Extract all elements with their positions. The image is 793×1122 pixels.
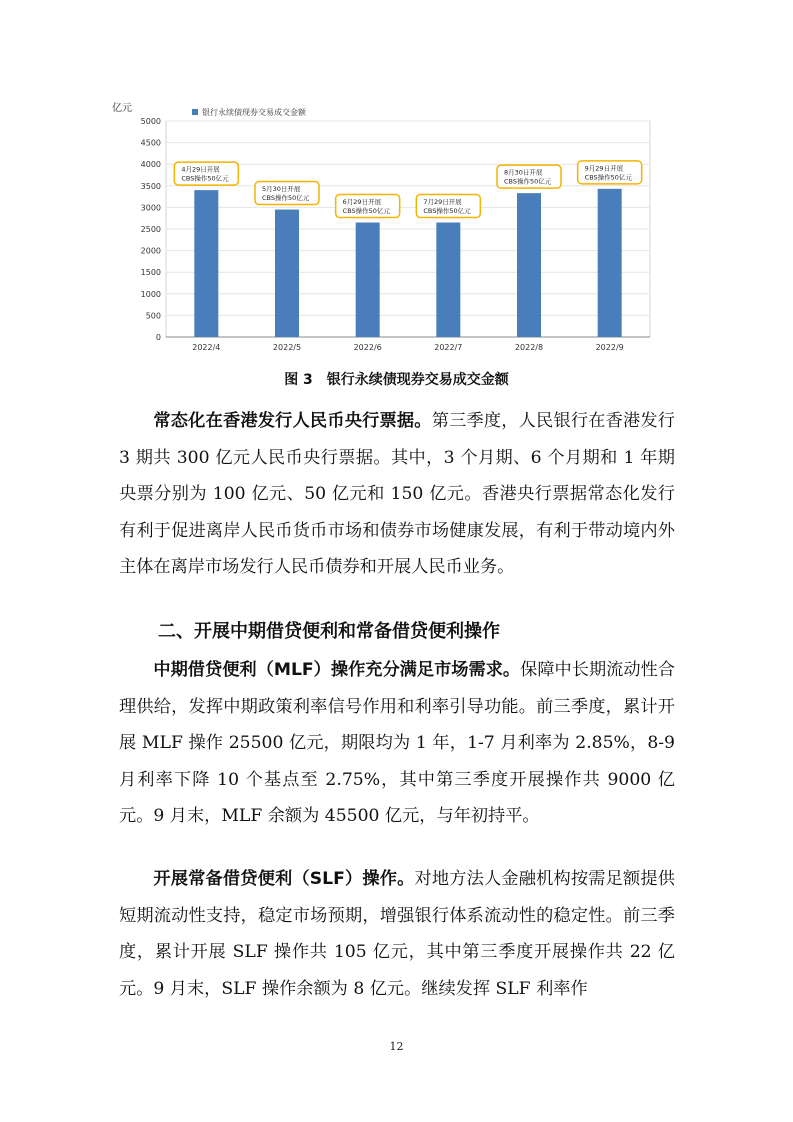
y-tick-label: 4000	[140, 160, 161, 170]
y-tick-label: 500	[145, 311, 161, 321]
bar	[275, 210, 299, 337]
chart-svg	[110, 96, 670, 358]
y-tick-label: 2000	[140, 246, 161, 256]
y-tick-label: 1500	[140, 268, 161, 278]
legend-label: 银行永续债现券交易成交金额	[202, 108, 306, 117]
x-tick-label: 2022/4	[192, 343, 221, 352]
callout-line-2: CBS操作50亿元	[423, 207, 471, 216]
x-tick-label: 2022/7	[434, 343, 463, 352]
legend-swatch	[192, 109, 198, 115]
figure-caption: 图 3 银行永续债现券交易成交金额	[284, 372, 509, 388]
y-tick-label: 4500	[140, 138, 161, 148]
bar-chart	[110, 96, 670, 358]
paragraph-slf	[119, 861, 675, 1007]
x-tick-label: 2022/9	[595, 343, 624, 352]
y-axis-label: 亿元	[112, 103, 132, 114]
y-tick-label: 5000	[140, 117, 161, 126]
paragraph-hk-central-bank-bills	[119, 403, 675, 586]
y-tick-label: 1000	[140, 289, 161, 299]
callout-line-1: 9月29日开展	[584, 164, 624, 173]
y-tick-label: 2500	[140, 225, 161, 234]
paragraph-body: 第三季度，人民银行在香港发行 3 期共 300 亿元人民币央行票据。其中，3 个月期、6 个月期和 1 年期央票分别为 100 亿元、50 亿元和 150 亿元。香港央行票据常态化发行有利于促进离岸人民币货币市场和债券市场健康发展，有利于带动境内外主体在离岸市场发行人民币债券和开展人民币业务。	[119, 411, 675, 578]
callout-line-1: 4月29日开展	[181, 165, 220, 174]
callout-line-2: CBS操作50亿元	[181, 174, 229, 183]
page-number: 12	[389, 1040, 404, 1053]
paragraph-body: 对地方法人金融机构按需足额提供短期流动性支持，稳定市场预期，增强银行体系流动性的稳定性。前三季度，累计开展 SLF 操作共 105 亿元，其中第三季度开展操作共 22 亿元。9 月末，SLF 操作余额为 8 亿元。继续发挥 SLF 利率作	[119, 869, 675, 999]
x-tick-label: 2022/5	[272, 343, 302, 352]
y-tick-label: 3500	[140, 181, 161, 191]
bar	[436, 223, 460, 337]
bar	[598, 189, 622, 337]
bar	[517, 193, 541, 337]
callout-line-1: 5月30日开展	[262, 185, 301, 194]
callout-line-2: CBS操作50亿元	[584, 173, 632, 182]
paragraph-lead: 开展常备借贷便利（SLF）操作。	[153, 869, 415, 889]
callout-line-1: 7月29日开展	[423, 198, 462, 207]
bar	[194, 190, 218, 337]
callout-line-1: 6月29日开展	[342, 198, 382, 207]
section-heading: 二、开展中期借贷便利和常备借贷便利操作	[158, 621, 500, 642]
paragraph-body: 保障中长期流动性合理供给，发挥中期政策利率信号作用和利率引导功能。前三季度，累计开展 MLF 操作 25500 亿元，期限均为 1 年，1-7 月利率为 2.85%，8-9 月利率下降 10 个基点至 2.75%，其中第三季度开展操作共 9000 亿元。9 月末，MLF 余额为 45500 亿元，与年初持平。	[119, 660, 675, 827]
bar	[356, 223, 380, 337]
callout-line-2: CBS操作50亿元	[342, 207, 390, 216]
paragraph-lead: 常态化在香港发行人民币央行票据。	[153, 411, 432, 431]
x-tick-label: 2022/6	[353, 343, 382, 352]
callout-line-2: CBS操作50亿元	[504, 177, 552, 186]
paragraph-lead: 中期借贷便利（MLF）操作充分满足市场需求。	[153, 660, 521, 680]
y-tick-label: 3000	[140, 203, 161, 213]
y-tick-label: 0	[155, 333, 161, 342]
callout-line-2: CBS操作50亿元	[262, 194, 310, 203]
paragraph-mlf	[119, 652, 675, 835]
callout-line-1: 8月30日开展	[504, 168, 543, 177]
x-tick-label: 2022/8	[514, 343, 544, 352]
